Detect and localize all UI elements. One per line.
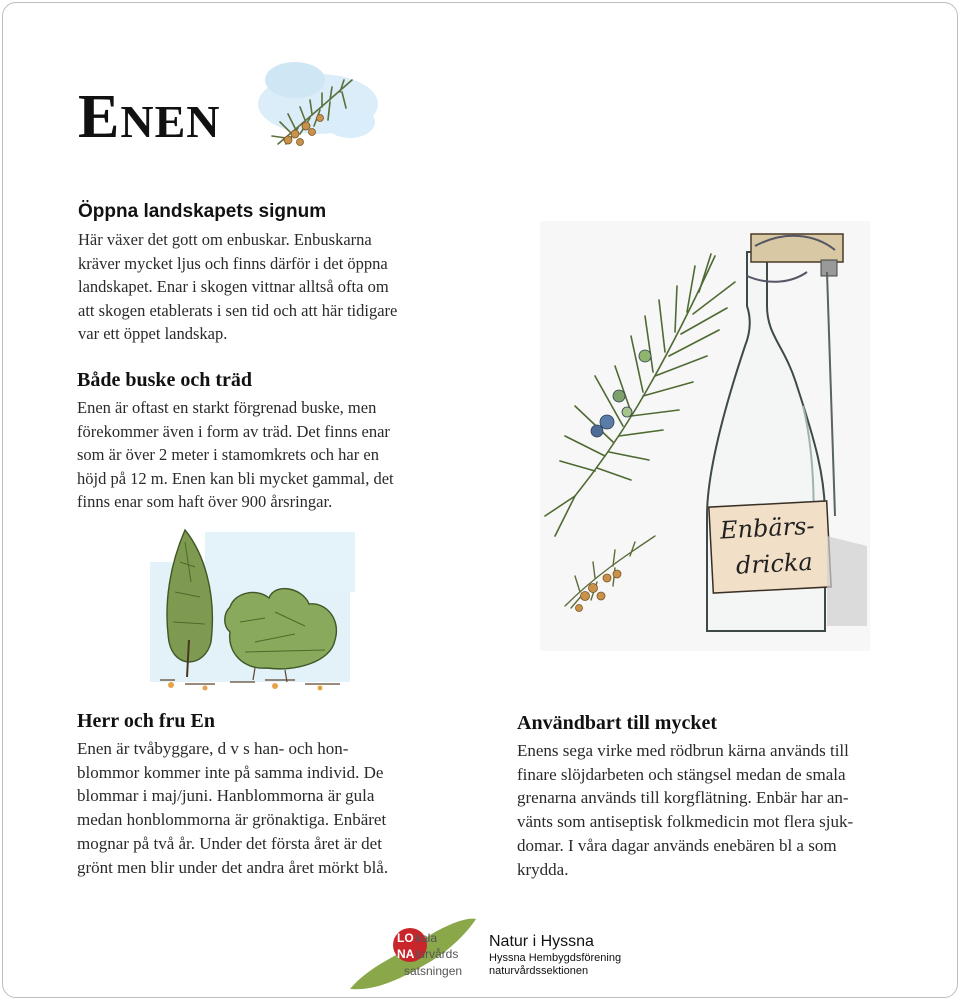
footer [489, 932, 621, 978]
section-body: Enen är oftast en starkt förgrenad buske, men förekommer även i form av träd. Det finns enar som är över 2 meter i stamomkrets och har en höjd på 12 m. Enen kan bli mycket gammal, det finns enar som haft över 900 årsringar. [77, 398, 394, 511]
section-body: Enens sega virke med rödbrun kärna används till finare slöjdarbeten och stängsel medan de smala grenarna används till korgflätning. Enbär har an- vänts som antiseptisk folkmedicin mot flera sjuk- domar. I våra dagar används enebären bl a som krydda. [517, 741, 854, 879]
juniper-trees-illustration [145, 522, 360, 697]
logo-kala: kala [415, 931, 438, 945]
section-male-female [77, 709, 457, 879]
logo-lo: LO [397, 931, 414, 945]
juniper-drink-bottle-illustration [535, 216, 875, 656]
logo-satsningen: satsningen [404, 964, 463, 978]
footer-sub-1: Hyssna Hembygdsförening [489, 952, 622, 964]
bottle-label-line-1: Enbärs- [719, 511, 816, 545]
footer-org: Natur i Hyssna [489, 933, 594, 950]
bottle-label [709, 501, 831, 593]
section-body: Enen är tvåbyggare, d v s han- och hon- blommor kommer inte på samma individ. De blommar i maj/juni. Hanblommorna är gula medan honblommorna är grönaktiga. Enbäret mognar på två år. Under det första året är det grönt men blir under det andra året mörkt blå. [77, 739, 389, 877]
bottle-label-line-2: dricka [735, 547, 814, 580]
page-title: ENEN [78, 83, 221, 151]
section-heading: Herr och fru En [77, 710, 215, 732]
section-heading: Både buske och träd [77, 369, 253, 391]
section-open-landscape [78, 200, 458, 346]
logo-turvards: turvårds [415, 947, 459, 961]
section-body: Här växer det gott om enbuskar. Enbuskarna kräver mycket ljus och finns därför i det öppna landskapet. Enar i skogen vittnar alltså ofta om att skogen etablerats i sen tid och att här tidigare var ett öppet landskap. [78, 230, 398, 343]
section-heading: Användbart till mycket [517, 712, 717, 734]
footer-sub-2: naturvårdssektionen [489, 965, 589, 977]
juniper-sprig-illustration [250, 52, 385, 162]
section-bush-and-tree [77, 368, 477, 514]
section-useful [517, 711, 907, 881]
section-heading: Öppna landskapets signum [78, 201, 327, 222]
logo-na: NA [397, 947, 415, 961]
lona-logo [340, 915, 480, 997]
